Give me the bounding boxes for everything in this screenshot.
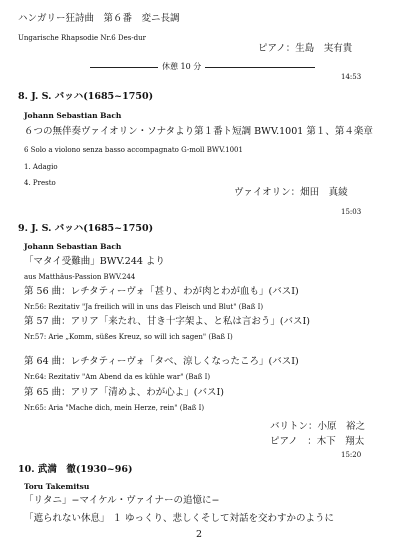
section9-n64-de: Nr.64: Rezitativ "Am Abend da es kühle war" (Baß I) <box>24 373 211 381</box>
section8-movement-4: 4. Presto <box>24 179 56 187</box>
section8-movement-1: 1. Adagio <box>24 163 58 171</box>
section10-time: 15:20 <box>341 451 362 459</box>
section8-work-en: 6 Solo a violono senza basso accompagnato G-moll BWV.1001 <box>24 146 243 154</box>
intro-title-jp: ハンガリー狂詩曲 第６番 変ニ長調 <box>18 13 180 24</box>
section9-n57-de: Nr.57: Arie „Komm, süßes Kreuz, so will ich sagen" (Baß I) <box>24 333 233 341</box>
section8-time: 14:53 <box>341 73 362 81</box>
section9-performer-piano: ピアノ ：木下 翔太 <box>270 436 365 447</box>
section8-work-jp: ６つの無伴奏ヴァイオリン・ソナタより第１番ト短調 BWV.1001 第１、第４楽章 <box>24 126 373 137</box>
section10-work-1: 「リタニ」−マイケル・ヴァイナーの追憶に− <box>24 495 220 506</box>
section10-heading: 10. 武満 徹(1930~96) <box>18 464 133 475</box>
section9-heading: 9. J. S. バッハ(1685~1750) <box>18 223 154 234</box>
section9-work-jp: 「マタイ受難曲」BWV.244 より <box>24 256 165 267</box>
section9-n57-jp: 第 57 曲：アリア「来たれ、甘き十字架よ、と私は言おう」(バスⅠ) <box>24 316 310 327</box>
intermission-rule-left <box>90 67 158 68</box>
section10-work-2: 「遮られない休息」 １ ゆっくり、悲しくそして対話を交わすかのように <box>24 513 334 524</box>
section8-heading: 8. J. S. バッハ(1685~1750) <box>18 91 154 102</box>
section8-composer: Johann Sebastian Bach <box>24 111 122 120</box>
section9-time: 15:03 <box>341 208 362 216</box>
page-number: 2 <box>196 529 203 540</box>
intro-performer: ピアノ：生島 実有貴 <box>258 43 353 54</box>
section9-performer-baritone: バリトン：小原 裕之 <box>270 421 366 432</box>
section9-composer: Johann Sebastian Bach <box>24 242 122 251</box>
section8-performer: ヴァイオリン：畑田 真綾 <box>234 187 348 198</box>
intro-title-de: Ungarische Rhapsodie Nr.6 Des-dur <box>18 34 147 42</box>
section9-n65-de: Nr.65: Aria "Mache dich, mein Herze, rein" (Baß I) <box>24 404 205 412</box>
section9-n64-jp: 第 64 曲：レチタティーヴォ「タベ、涼しくなったころ」(バスⅠ) <box>24 356 299 367</box>
section9-n56-de: Nr.56: Rezitativ "Ja freilich will in uns das Fleisch und Blut" (Baß I) <box>24 303 264 311</box>
intermission-label: 休憩 10 分 <box>162 62 202 71</box>
section9-work-de: aus Matthäus-Passion BWV.244 <box>24 273 136 281</box>
section10-composer: Toru Takemitsu <box>24 482 90 491</box>
intermission-rule-right <box>205 67 315 68</box>
section9-n56-jp: 第 56 曲：レチタティーヴォ「甚り、わが肉とわが血も」(バスⅠ) <box>24 286 299 297</box>
section9-n65-jp: 第 65 曲：アリア「清めよ、わが心よ」(バスⅠ) <box>24 387 224 398</box>
